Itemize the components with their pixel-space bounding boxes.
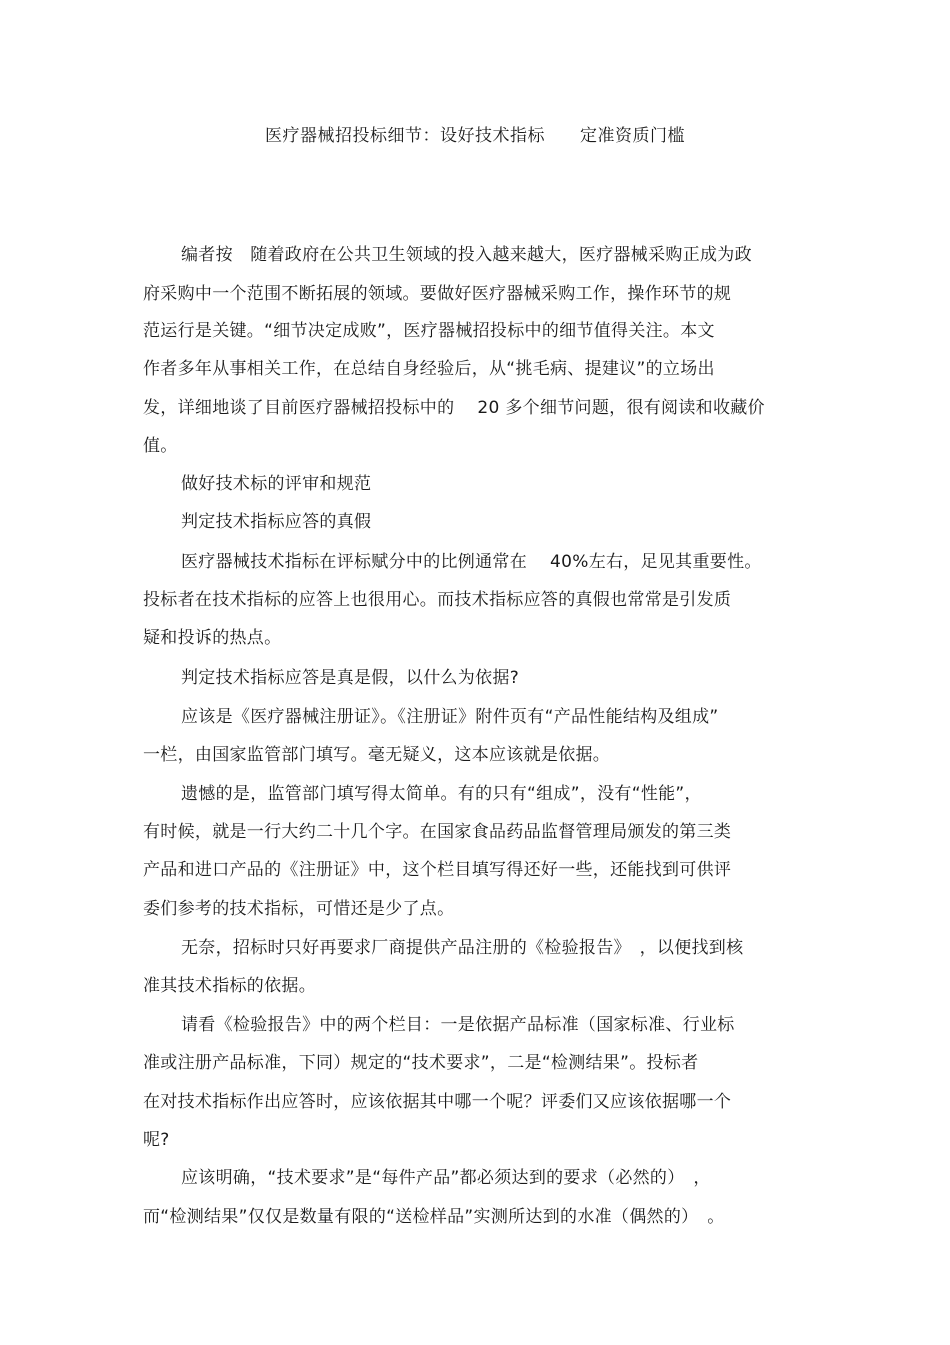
paragraph-line: 投标者在技术指标的应答上也很用心。而技术指标应答的真假也常常是引发质 bbox=[143, 590, 732, 610]
paragraph-line: 而“检测结果”仅仅是数量有限的“送检样品”实测所达到的水准（偶然的） 。 bbox=[143, 1207, 725, 1227]
paragraph-line: 医疗器械技术指标在评标赋分中的比例通常在 40%左右，足见其重要性。 bbox=[181, 552, 762, 572]
paragraph-line: 有时候，就是一行大约二十几个字。在国家食品药品监督管理局颁发的第三类 bbox=[143, 822, 732, 842]
paragraph-line: 呢? bbox=[143, 1130, 170, 1150]
paragraph-line: 一栏，由国家监管部门填写。毫无疑义，这本应该就是依据。 bbox=[143, 745, 611, 765]
paragraph-line: 请看《检验报告》中的两个栏目：一是依据产品标准（国家标准、行业标 bbox=[181, 1015, 735, 1035]
paragraph-line: 准其技术指标的依据。 bbox=[143, 976, 316, 996]
paragraph-line: 范运行是关键。“细节决定成败”，医疗器械招投标中的细节值得关注。本文 bbox=[143, 321, 715, 341]
section-heading: 做好技术标的评审和规范 bbox=[181, 474, 372, 494]
paragraph-line: 值。 bbox=[143, 436, 178, 456]
paragraph-line: 府采购中一个范围不断拓展的领域。要做好医疗器械采购工作，操作环节的规 bbox=[143, 284, 732, 304]
paragraph-line: 准或注册产品标准，下同）规定的“技术要求”，二是“检测结果”。投标者 bbox=[143, 1053, 699, 1073]
paragraph-line: 编者按 随着政府在公共卫生领域的投入越来越大，医疗器械采购正成为政 bbox=[181, 245, 752, 265]
subsection-heading: 判定技术指标应答的真假 bbox=[181, 512, 372, 532]
paragraph-line: 应该是《医疗器械注册证》。《注册证》附件页有“产品性能结构及组成” bbox=[181, 707, 719, 727]
paragraph-line: 应该明确，“技术要求”是“每件产品”都必须达到的要求（必然的） ， bbox=[181, 1168, 711, 1188]
paragraph-line: 发，详细地谈了目前医疗器械招投标中的 20 多个细节问题，很有阅读和收藏价 bbox=[143, 398, 765, 418]
paragraph-line: 在对技术指标作出应答时，应该依据其中哪一个呢？评委们又应该依据哪一个 bbox=[143, 1092, 732, 1112]
paragraph-line: 委们参考的技术指标，可惜还是少了点。 bbox=[143, 899, 455, 919]
document-title: 医疗器械招投标细节：设好技术指标 定准资质门槛 bbox=[265, 126, 685, 146]
paragraph-line: 判定技术指标应答是真是假，以什么为依据? bbox=[181, 668, 520, 688]
paragraph-line: 作者多年从事相关工作，在总结自身经验后，从“挑毛病、提建议”的立场出 bbox=[143, 359, 715, 379]
paragraph-line: 遗憾的是，监管部门填写得太简单。有的只有“组成”，没有“性能”， bbox=[181, 784, 702, 804]
paragraph-line: 无奈，招标时只好再要求厂商提供产品注册的《检验报告》 ，以便找到核 bbox=[181, 938, 744, 958]
paragraph-line: 产品和进口产品的《注册证》中，这个栏目填写得还好一些，还能找到可供评 bbox=[143, 860, 732, 880]
paragraph-line: 疑和投诉的热点。 bbox=[143, 628, 282, 648]
